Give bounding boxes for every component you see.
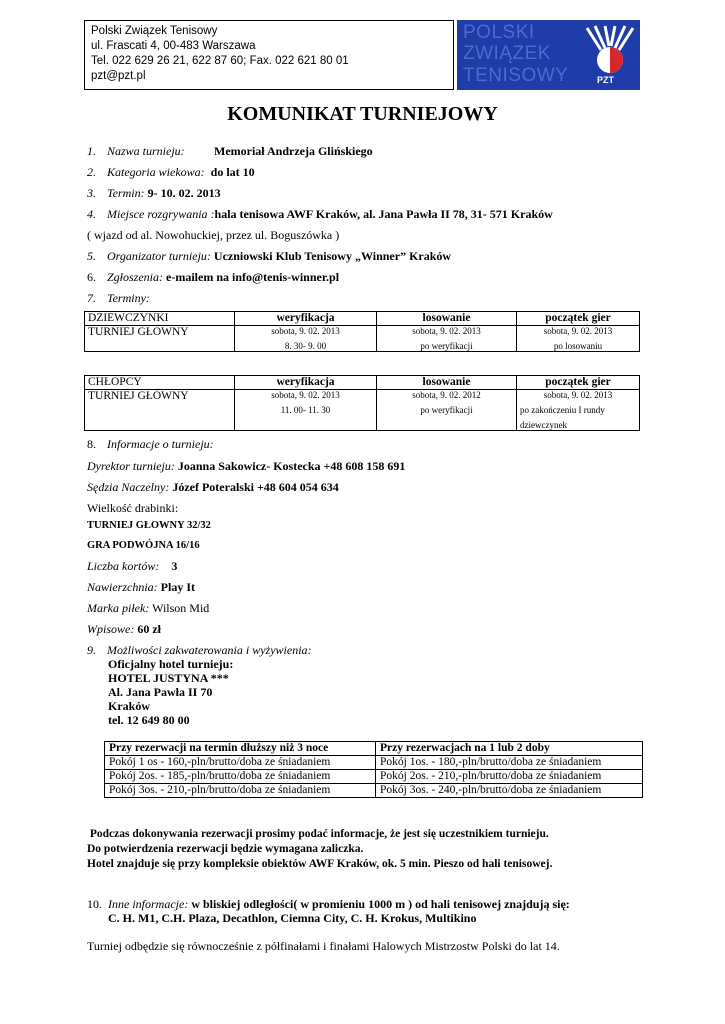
item-label: Nazwa turnieju: — [107, 144, 185, 158]
item-number: 8. — [87, 437, 96, 451]
final-note: Turniej odbędzie się równocześnie z półfinałami i finałami Halowych Mistrzostw Polski do lat 14. — [87, 939, 560, 953]
table-cell: Pokój 1 os - 160,-pln/brutto/doba ze śniadaniem — [105, 756, 376, 770]
item-organizer — [87, 249, 451, 264]
item-number: 1. — [87, 144, 96, 158]
court-surface — [87, 580, 195, 595]
item-label: Inne informacje: — [108, 897, 189, 911]
reservation-notes — [87, 827, 552, 872]
cell-date: sobota, 9. 02. 2012 — [412, 390, 481, 400]
item-number: 3. — [87, 186, 96, 200]
table-cell: CHŁOPCY — [85, 376, 235, 390]
cell-date: sobota, 9. 02. 2013 — [412, 326, 481, 336]
cell-date: sobota, 9. 02. 2013 — [543, 390, 613, 400]
hotel-address: Al. Jana Pawła II 70 — [108, 685, 213, 699]
logo-text-3: TENISOWY — [463, 65, 569, 86]
table-cell: Pokój 3os. - 240,-pln/brutto/doba ze śniadaniem — [376, 784, 643, 798]
table-header: losowanie — [377, 312, 517, 326]
note-line: Do potwierdzenia rezerwacji będzie wymagana zaliczka. — [87, 843, 364, 855]
header-line-3: Tel. 022 629 26 21, 622 87 60; Fax. 022 621 80 01 — [91, 55, 349, 67]
item-label: Liczba kortów: — [87, 559, 160, 573]
cell-date: sobota, 9. 02. 2013 — [271, 326, 340, 336]
table-cell — [377, 390, 517, 431]
item-age-category — [87, 165, 255, 180]
cell-date: sobota, 9. 02. 2013 — [543, 326, 613, 336]
table-cell: DZIEWCZYNKI — [85, 312, 235, 326]
cell-time: dziewczynek — [520, 420, 567, 430]
item-value: 60 zł — [137, 622, 161, 636]
item-value: 3 — [171, 559, 178, 573]
hotel-name: HOTEL JUSTYNA *** — [108, 671, 229, 685]
table-cell — [235, 390, 377, 431]
item-value: Uczniowski Klub Tenisowy „Winner” Kraków — [213, 249, 452, 263]
cell-time: po zakończeniu I rundy — [520, 405, 605, 415]
cell-date: sobota, 9. 02. 2013 — [271, 390, 340, 400]
table-header: weryfikacja — [235, 376, 377, 390]
item-value: Memoriał Andrzeja Glińskiego — [214, 144, 373, 158]
note-line: Hotel znajduje się przy kompleksie obiektów AWF Kraków, ok. 5 min. Pieszo od hali tenisowej. — [87, 858, 553, 870]
header-address-box — [84, 20, 454, 90]
head-referee — [87, 480, 339, 495]
other-info — [87, 897, 570, 912]
item-label: Termin: — [107, 186, 145, 200]
item-label: Zgłoszenia: — [107, 270, 164, 284]
item-entries — [87, 270, 339, 285]
pzt-logo — [457, 20, 640, 90]
item-date — [87, 186, 221, 201]
table-cell: TURNIEJ GŁÓWNY — [85, 326, 235, 352]
header-line-4: pzt@pzt.pl — [91, 70, 146, 82]
table-header: Przy rezerwacji na termin dłuższy niż 3 noce — [105, 742, 376, 756]
item-number: 9. — [87, 643, 96, 657]
item-label: Dyrektor turnieju: — [87, 459, 175, 473]
entry-fee — [87, 622, 161, 637]
table-header: początek gier — [517, 376, 640, 390]
item-label: Organizator turnieju: — [107, 249, 211, 263]
item-schedule — [87, 291, 150, 306]
item-value: Józef Poteralski +48 604 054 634 — [172, 480, 339, 494]
note-line: Podczas dokonywania rezerwacji prosimy podać informacje, że jest się uczestnikiem turnieju. — [87, 828, 549, 840]
item-number: 5. — [87, 249, 96, 263]
cell-time: po weryfikacji — [420, 341, 473, 351]
item-number: 4. — [87, 207, 96, 221]
item-value: e-mailem na info@tenis-winner.pl — [166, 270, 340, 284]
table-header: losowanie — [377, 376, 517, 390]
logo-text-2: ZWIĄZEK — [463, 43, 551, 64]
item-label: Sędzia Naczelny: — [87, 480, 170, 494]
draw-size-label: Wielkość drabinki: — [87, 501, 179, 515]
section-accommodation-heading — [87, 643, 312, 658]
table-header: początek gier — [517, 312, 640, 326]
draw-size-doubles: GRA PODWÓJNA 16/16 — [87, 540, 200, 551]
item-label: Marka piłek: — [87, 601, 150, 615]
item-venue — [87, 207, 553, 222]
table-cell: TURNIEJ GŁÓWNY — [85, 390, 235, 431]
tennis-emblem-icon — [583, 24, 637, 86]
item-label: Informacje o turnieju: — [107, 437, 214, 451]
item-label: Wpisowe: — [87, 622, 135, 636]
item-value: Play It — [160, 580, 196, 594]
table-cell: Pokój 2os. - 185,-pln/brutto/doba ze śniadaniem — [105, 770, 376, 784]
item-number: 6. — [87, 270, 96, 284]
item-value: hala tenisowa AWF Kraków, al. Jana Pawła II 78, 31- 571 Kraków — [214, 207, 553, 221]
header-line-1: Polski Związek Tenisowy — [91, 25, 218, 37]
girls-schedule-table — [84, 311, 640, 352]
hotel-city: Kraków — [108, 699, 150, 713]
cell-time: 11. 00- 11. 30 — [280, 405, 331, 415]
nearby-places: C. H. M1, C.H. Plaza, Decathlon, Ciemna City, C. H. Krokus, Multikino — [108, 911, 477, 925]
page-title: KOMUNIKAT TURNIEJOWY — [227, 103, 498, 125]
item-value: Wilson Mid — [152, 601, 210, 615]
ball-brand — [87, 601, 209, 616]
item-number: 2. — [87, 165, 96, 179]
table-cell: Pokój 2os. - 210,-pln/brutto/doba ze śniadaniem — [376, 770, 643, 784]
item-label: Kategoria wiekowa: — [107, 165, 205, 179]
item-value: 9- 10. 02. 2013 — [147, 186, 221, 200]
logo-text-1: POLSKI — [463, 22, 535, 43]
table-cell — [377, 326, 517, 352]
hotel-details — [108, 657, 233, 727]
header-line-2: ul. Frascati 4, 00-483 Warszawa — [91, 40, 256, 52]
cell-time: po weryfikacji — [420, 405, 473, 415]
item-label: Miejsce rozgrywania : — [107, 207, 215, 221]
boys-schedule-table — [84, 375, 640, 431]
hotel-prices-table — [104, 741, 643, 798]
item-tournament-name — [87, 144, 373, 159]
item-number: 10. — [87, 897, 102, 911]
item-value: Joanna Sakowicz- Kostecka +48 608 158 691 — [177, 459, 406, 473]
venue-note: ( wjazd od al. Nowohuckiej, przez ul. Boguszówka ) — [87, 228, 340, 242]
table-cell: Pokój 1os. - 180,-pln/brutto/doba ze śniadaniem — [376, 756, 643, 770]
table-cell: Pokój 3os. - 210,-pln/brutto/doba ze śniadaniem — [105, 784, 376, 798]
hotel-phone: tel. 12 649 80 00 — [108, 713, 190, 727]
table-cell — [517, 326, 640, 352]
table-cell — [517, 390, 640, 431]
section-info-heading — [87, 437, 214, 452]
item-value: w bliskiej odległości( w promieniu 1000 m ) od hali tenisowej znajdują się: — [191, 897, 570, 911]
item-label: Terminy: — [107, 291, 150, 305]
cell-time: 8. 30- 9. 00 — [284, 341, 327, 351]
svg-text:PZT: PZT — [597, 75, 614, 85]
cell-time: po losowaniu — [553, 341, 603, 351]
table-header: weryfikacja — [235, 312, 377, 326]
item-number: 7. — [87, 291, 96, 305]
courts-count — [87, 559, 177, 574]
item-label: Możliwości zakwaterowania i wyżywienia: — [107, 643, 312, 657]
hotel-line: Oficjalny hotel turnieju: — [108, 657, 234, 671]
table-cell — [235, 326, 377, 352]
tournament-director — [87, 459, 405, 474]
item-value: do lat 10 — [210, 165, 255, 179]
item-label: Nawierzchnia: — [87, 580, 158, 594]
table-header: Przy rezerwacjach na 1 lub 2 doby — [376, 742, 643, 756]
draw-size-singles: TURNIEJ GŁOWNY 32/32 — [87, 520, 211, 531]
